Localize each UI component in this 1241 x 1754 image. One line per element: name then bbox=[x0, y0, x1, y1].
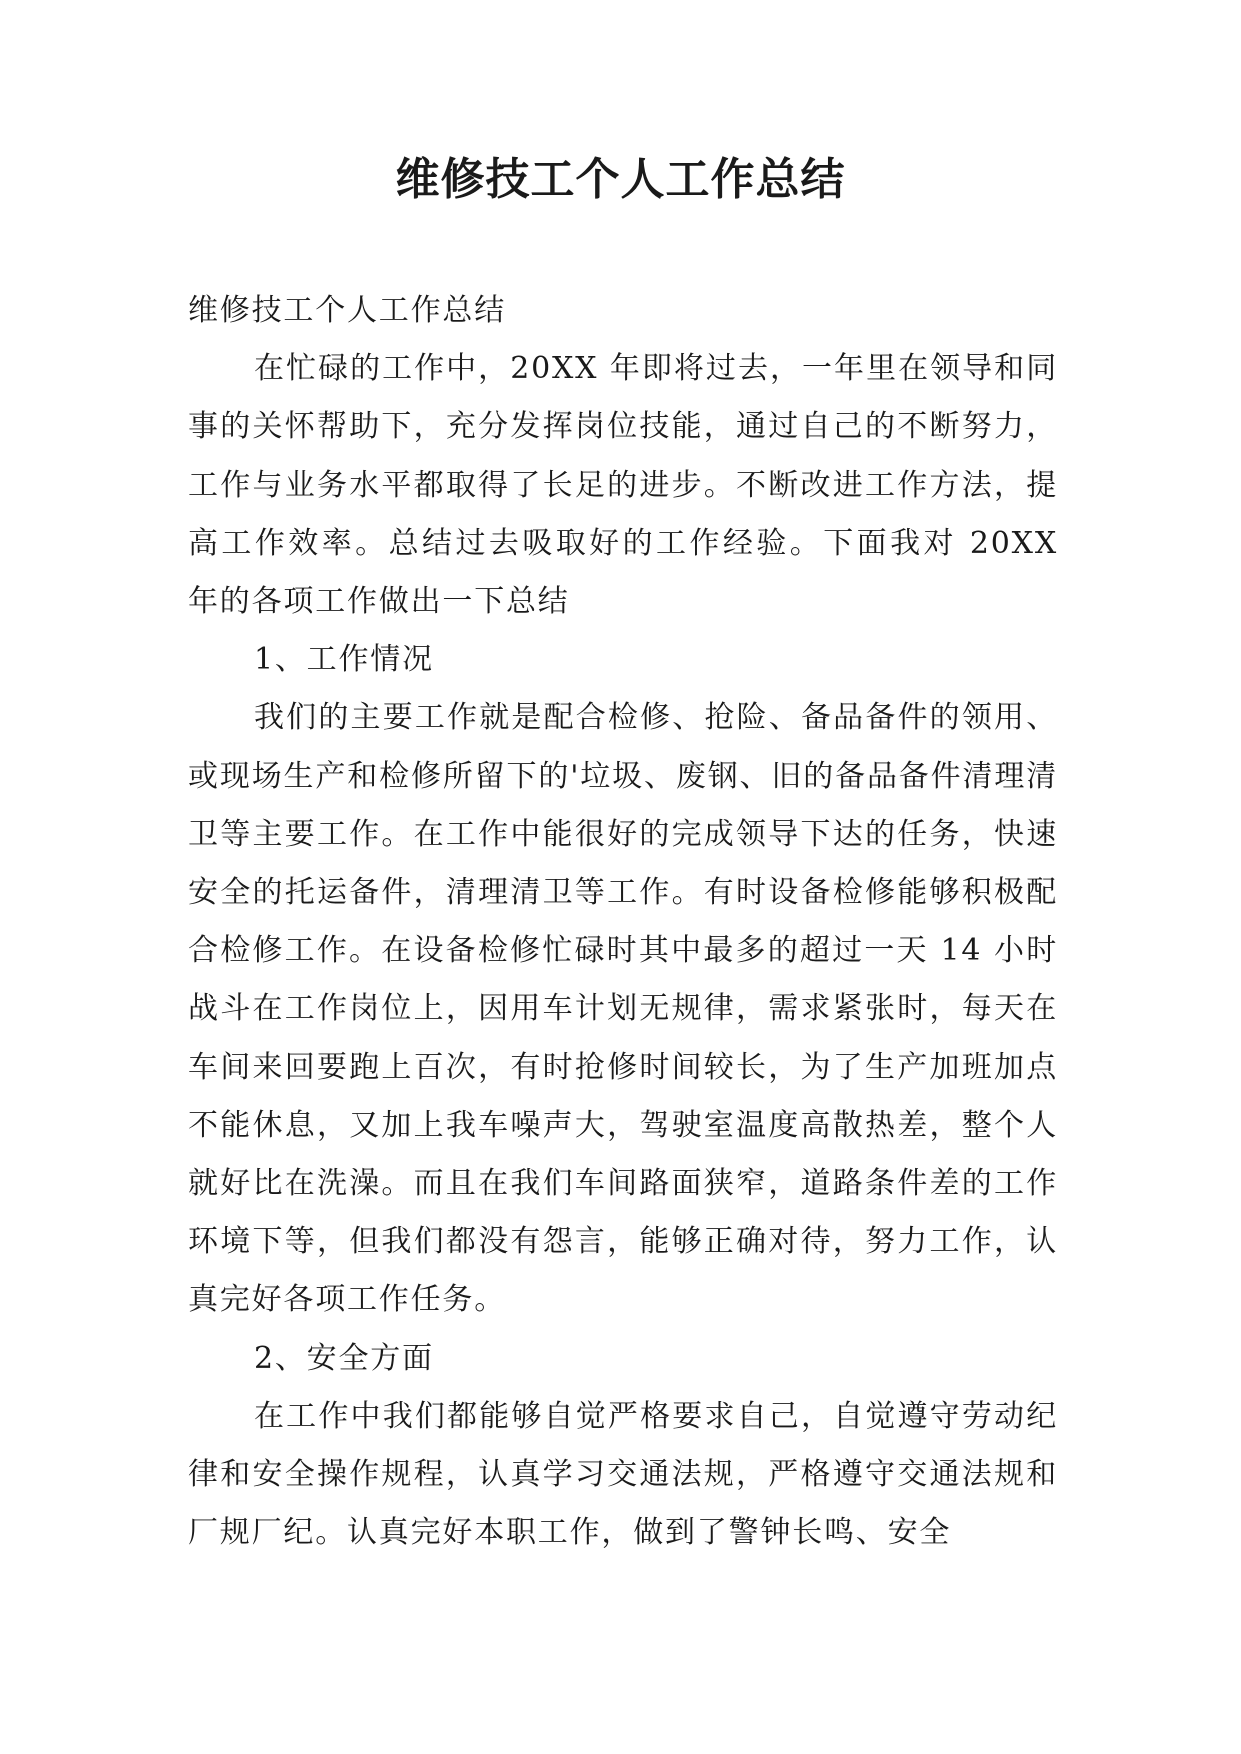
paragraph-subtitle: 维修技工个人工作总结 bbox=[188, 293, 506, 328]
section-heading-safety: 2、安全方面 bbox=[254, 1340, 434, 1376]
document-title: 维修技工个人工作总结 bbox=[395, 154, 846, 205]
section-heading-work: 1、工作情况 bbox=[254, 642, 434, 678]
document-body bbox=[188, 282, 1058, 1562]
paragraph-safety-details: 在工作中我们都能够自觉严格要求自己，自觉遵守劳动纪律和安全操作规程，认真学习交通法规，严格遵守交通法规和厂规厂纪。认真完好本职工作，做到了警钟长鸣、安全 bbox=[188, 1398, 1058, 1551]
paragraph-intro: 在忙碌的工作中，20XX 年即将过去，一年里在领导和同事的关怀帮助下，充分发挥岗位技能，通过自己的不断努力，工作与业务水平都取得了长足的进步。不断改进工作方法，提高工作效率。总结过去吸取好的工作经验。下面我对 20XX 年的各项工作做出一下总结 bbox=[188, 351, 1058, 620]
paragraph-work-details: 我们的主要工作就是配合检修、抢险、备品备件的领用、或现场生产和检修所留下的'垃圾、废钢、旧的备品备件清理清卫等主要工作。在工作中能很好的完成领导下达的任务，快速安全的托运备件，清理清卫等工作。有时设备检修能够积极配合检修工作。在设备检修忙碌时其中最多的超过一天 14 小时战斗在工作岗位上，因用车计划无规律，需求紧张时，每天在车间来回要跑上百次，有时抢修时间较长，为了生产加班加点不能休息，又加上我车噪声大，驾驶室温度高散热差，整个人就好比在洗澡。而且在我们车间路面狭窄，道路条件差的工作环境下等，但我们都没有怨言，能够正确对待，努力工作，认真完好各项工作任务。 bbox=[188, 700, 1058, 1318]
